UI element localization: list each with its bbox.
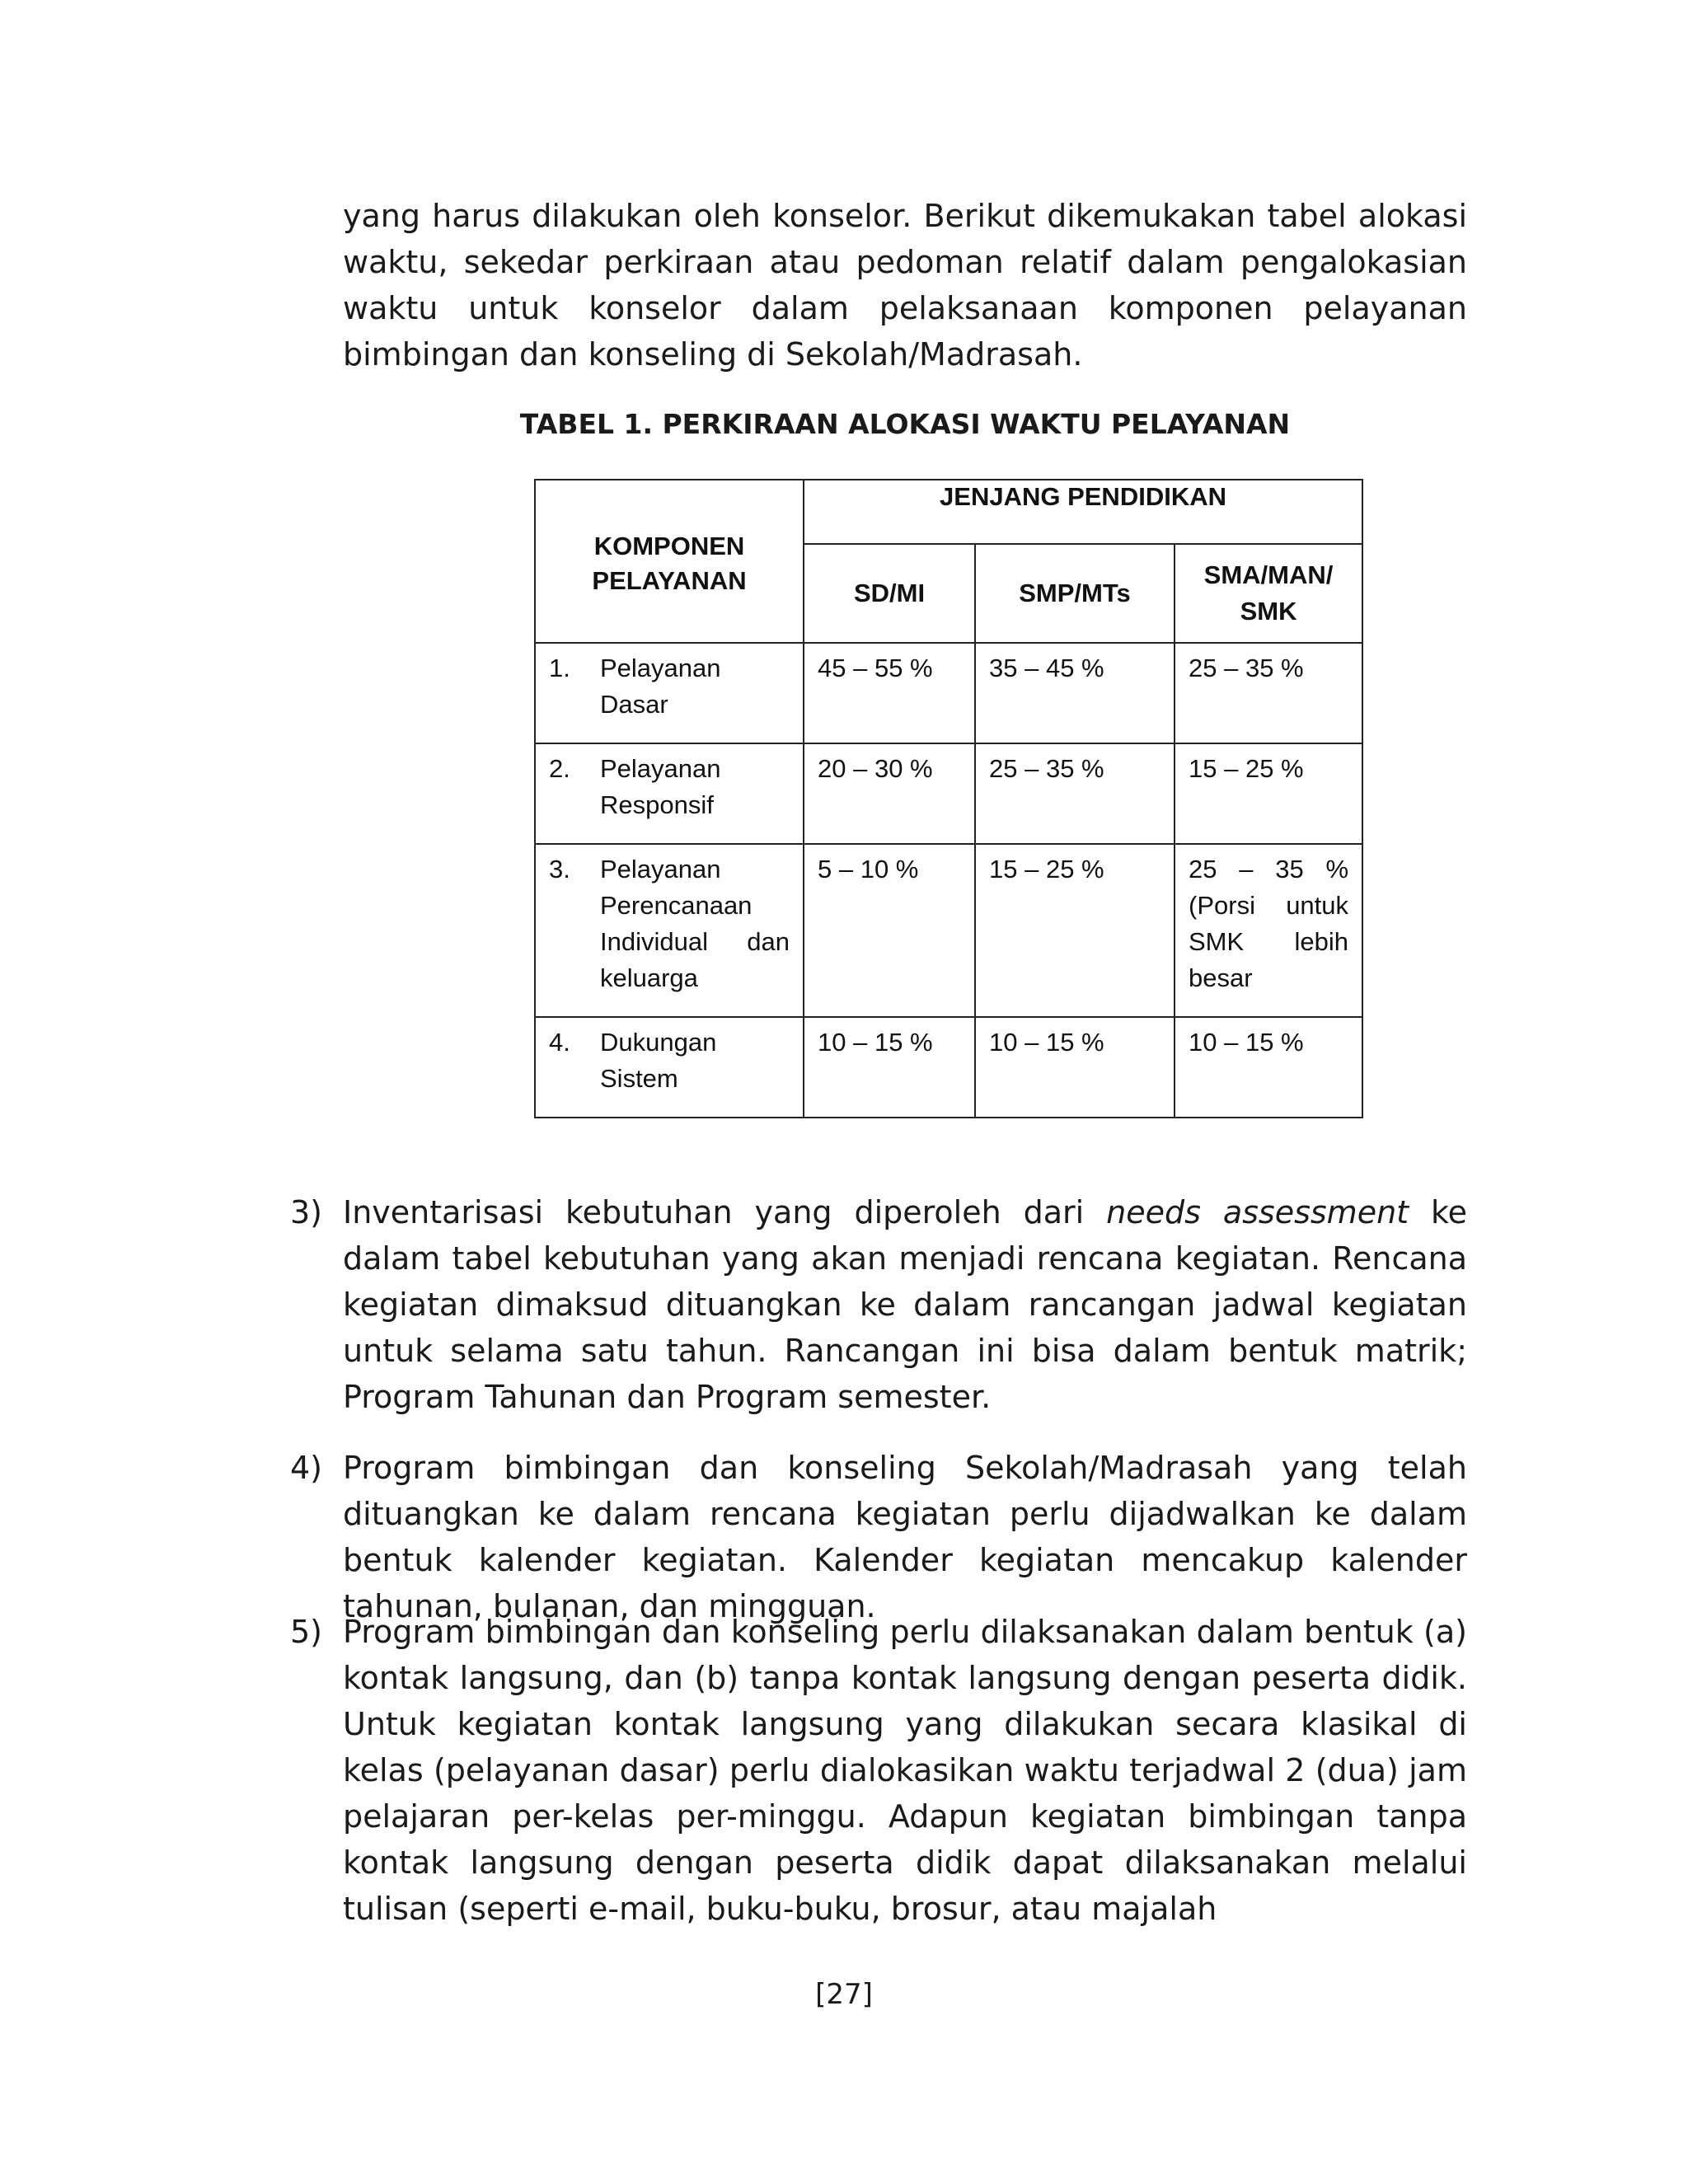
value-cell: 10 – 15 % [1175,1017,1362,1118]
component-label: Pelayanan Perencanaan Individual dan keluarga [600,855,790,992]
list-item-text: Program bimbingan dan konseling Sekolah/Madrasah yang telah dituangkan ke dalam rencana kegiatan perlu dijadwalkan ke dalam bentuk kalender kegiatan. Kalender kegiatan mencakup kalender tahunan, bulanan, dan mingguan. [343,1450,1467,1624]
list-item-text [343,1189,1467,1420]
value-cell: 5 – 10 % [804,844,975,1017]
row-number: 1. [549,654,570,682]
value-cell: 10 – 15 % [975,1017,1175,1118]
value-cell: 10 – 15 % [804,1017,975,1118]
value-cell: 25 – 35 % [1175,643,1362,743]
header-level: JENJANG PENDIDIKAN [804,480,1362,544]
list-item-number: 3) [290,1194,323,1230]
list-item-italic-term: needs assessment [1106,1194,1409,1230]
header-level-sd: SD/MI [804,544,975,643]
value-cell: 15 – 25 % [1175,743,1362,844]
page-number: [27] [815,1978,873,2011]
table-row [535,643,1362,743]
component-cell [535,743,804,844]
header-level-sma: SMA/MAN/ SMK [1175,544,1362,643]
row-number: 3. [549,855,570,883]
value-cell: 15 – 25 % [975,844,1175,1017]
component-cell [535,1017,804,1118]
intro-paragraph: yang harus dilakukan oleh konselor. Berikut dikemukakan tabel alokasi waktu, sekedar perkiraan atau pedoman relatif dalam pengalokasian waktu untuk konselor dalam pelaksanaan komponen pelayanan bimbingan dan konseling di Sekolah/Madrasah. [343,198,1467,373]
list-item-text-part: ke dalam tabel kebutuhan yang akan menjadi rencana kegiatan. Rencana kegiatan dimaksud dituangkan ke dalam rancangan jadwal kegiatan untuk selama satu tahun. Rancangan ini bisa dalam bentuk matrik; Program Tahunan dan Program semester. [343,1194,1468,1415]
component-label: Pelayanan Dasar [600,654,721,719]
value-cell: 35 – 45 % [975,643,1175,743]
list-item-text-part: Inventarisasi kebutuhan yang diperoleh dari [343,1194,1107,1230]
table-row [535,743,1362,844]
row-number: 4. [549,1028,570,1057]
table-row [535,1017,1362,1118]
row-number: 2. [549,754,570,783]
header-component: KOMPONEN PELAYANAN [535,480,804,643]
component-label: Dukungan Sistem [600,1028,717,1093]
header-level-smp: SMP/MTs [975,544,1175,643]
value-cell: 25 – 35 % [975,743,1175,844]
list-item-text: Program bimbingan dan konseling perlu dilaksanakan dalam bentuk (a) kontak langsung, dan (b) tanpa kontak langsung dengan peserta didik. Untuk kegiatan kontak langsung yang dilakukan secara klasikal di kelas (pelayanan dasar) perlu dialokasikan waktu terjadwal 2 (dua) jam pelajaran per-kelas per-minggu. Adapun kegiatan bimbingan tanpa kontak langsung dengan peserta didik dapat dilaksanakan melalui tulisan (seperti e-mail, buku-buku, brosur, atau majalah [343,1614,1467,1927]
table-row [535,844,1362,1017]
allocation-table [534,479,1363,1118]
table-title: TABEL 1. PERKIRAAN ALOKASI WAKTU PELAYANAN [519,408,1291,440]
component-cell [535,844,804,1017]
value-cell: 20 – 30 % [804,743,975,844]
value-cell: 45 – 55 % [804,643,975,743]
list-item-number: 5) [290,1614,323,1650]
component-label: Pelayanan Responsif [600,754,721,819]
list-item-number: 4) [290,1450,323,1486]
component-cell [535,643,804,743]
value-cell: 25 – 35 % (Porsi untuk SMK lebih besar [1175,844,1362,1017]
